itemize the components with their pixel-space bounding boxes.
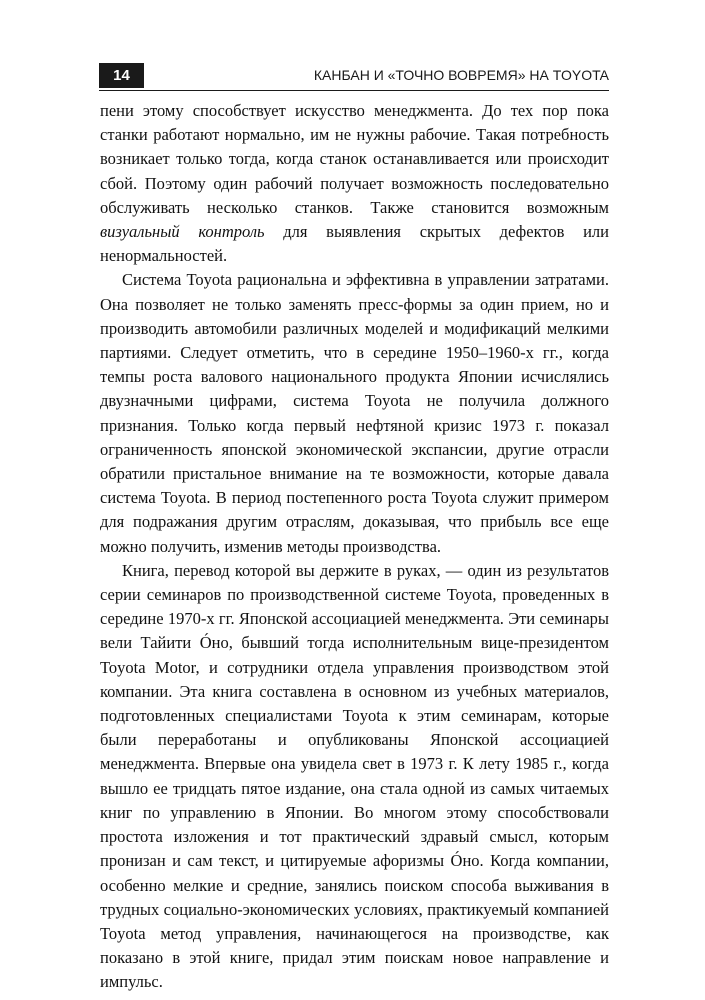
body-text <box>100 99 609 995</box>
running-title: КАНБАН И «ТОЧНО ВОВРЕМЯ» НА TOYOTA <box>313 67 609 83</box>
paragraph-1-text: пени этому способствует искусство менеджмента. До тех пор пока станки работают нормально, им не нужны рабочие. Такая потребность возникает только тогда, когда станок останавливается или происходит сбой. Поэтому один рабочий получает возможность последовательно обслуживать несколько станков. Также становится возможным <box>100 101 609 217</box>
header-rule <box>99 90 609 91</box>
paragraph-2: Система Toyota рациональна и эффективна в управлении затратами. Она позволяет не только заменять пресс-формы за один прием, но и производить автомобили различных моделей и модификаций мелкими партиями. Следует отметить, что в середине 1950–1960-х гг., когда темпы роста валового национального продукта Японии исчислялись двузначными цифрами, система Toyota не получила должного признания. Только когда первый нефтяной кризис 1973 г. показал ограниченность японской экономической экспансии, другие отрасли обратили пристальное внимание на те возможности, которые давала система Toyota. В период постепенного роста Toyota служит примером для подражания другим отраслям, доказывая, что прибыль все еще можно получить, изменив методы производства. <box>100 270 609 556</box>
paragraph-1-tail: для выявления скрытых дефектов или ненормальностей. <box>100 222 610 266</box>
page-header <box>99 63 609 88</box>
paragraph-1 <box>100 99 609 268</box>
page-number: 14 <box>99 63 144 88</box>
italic-term: визуальный контроль <box>100 222 265 242</box>
paragraph-3: Книга, перевод которой вы держите в руках, — один из результатов серии семинаров по производственной системе Toyota, проведенных в середине 1970-х гг. Японской ассоциацией менеджмента. Эти семинары вели Тайити Óно, бывший тогда исполнительным вице-президентом Toyota Motor, и сотрудники отдела управления производством этой компании. Эта книга составлена в основном из учебных материалов, подготовленных специалистами Toyota к этим семинарам, которые были переработаны и опубликованы Японской ассоциацией менеджмента. Впервые она увидела свет в 1973 г. К лету 1985 г., когда вышло ее тридцать пятое издание, она стала одной из самых читаемых книг по управлению в Японии. Во многом этому способствовали простота изложения и тот практический здравый смысл, которым пронизан и сам текст, и цитируемые афоризмы Óно. Когда компании, особенно мелкие и средние, занялись поиском способа выживания в трудных социально-экономических условиях, практикуемый компанией Toyota метод управления, начинающегося на производстве, как показано в этой книге, придал этим поискам новое направление и импульс. <box>100 560 609 992</box>
